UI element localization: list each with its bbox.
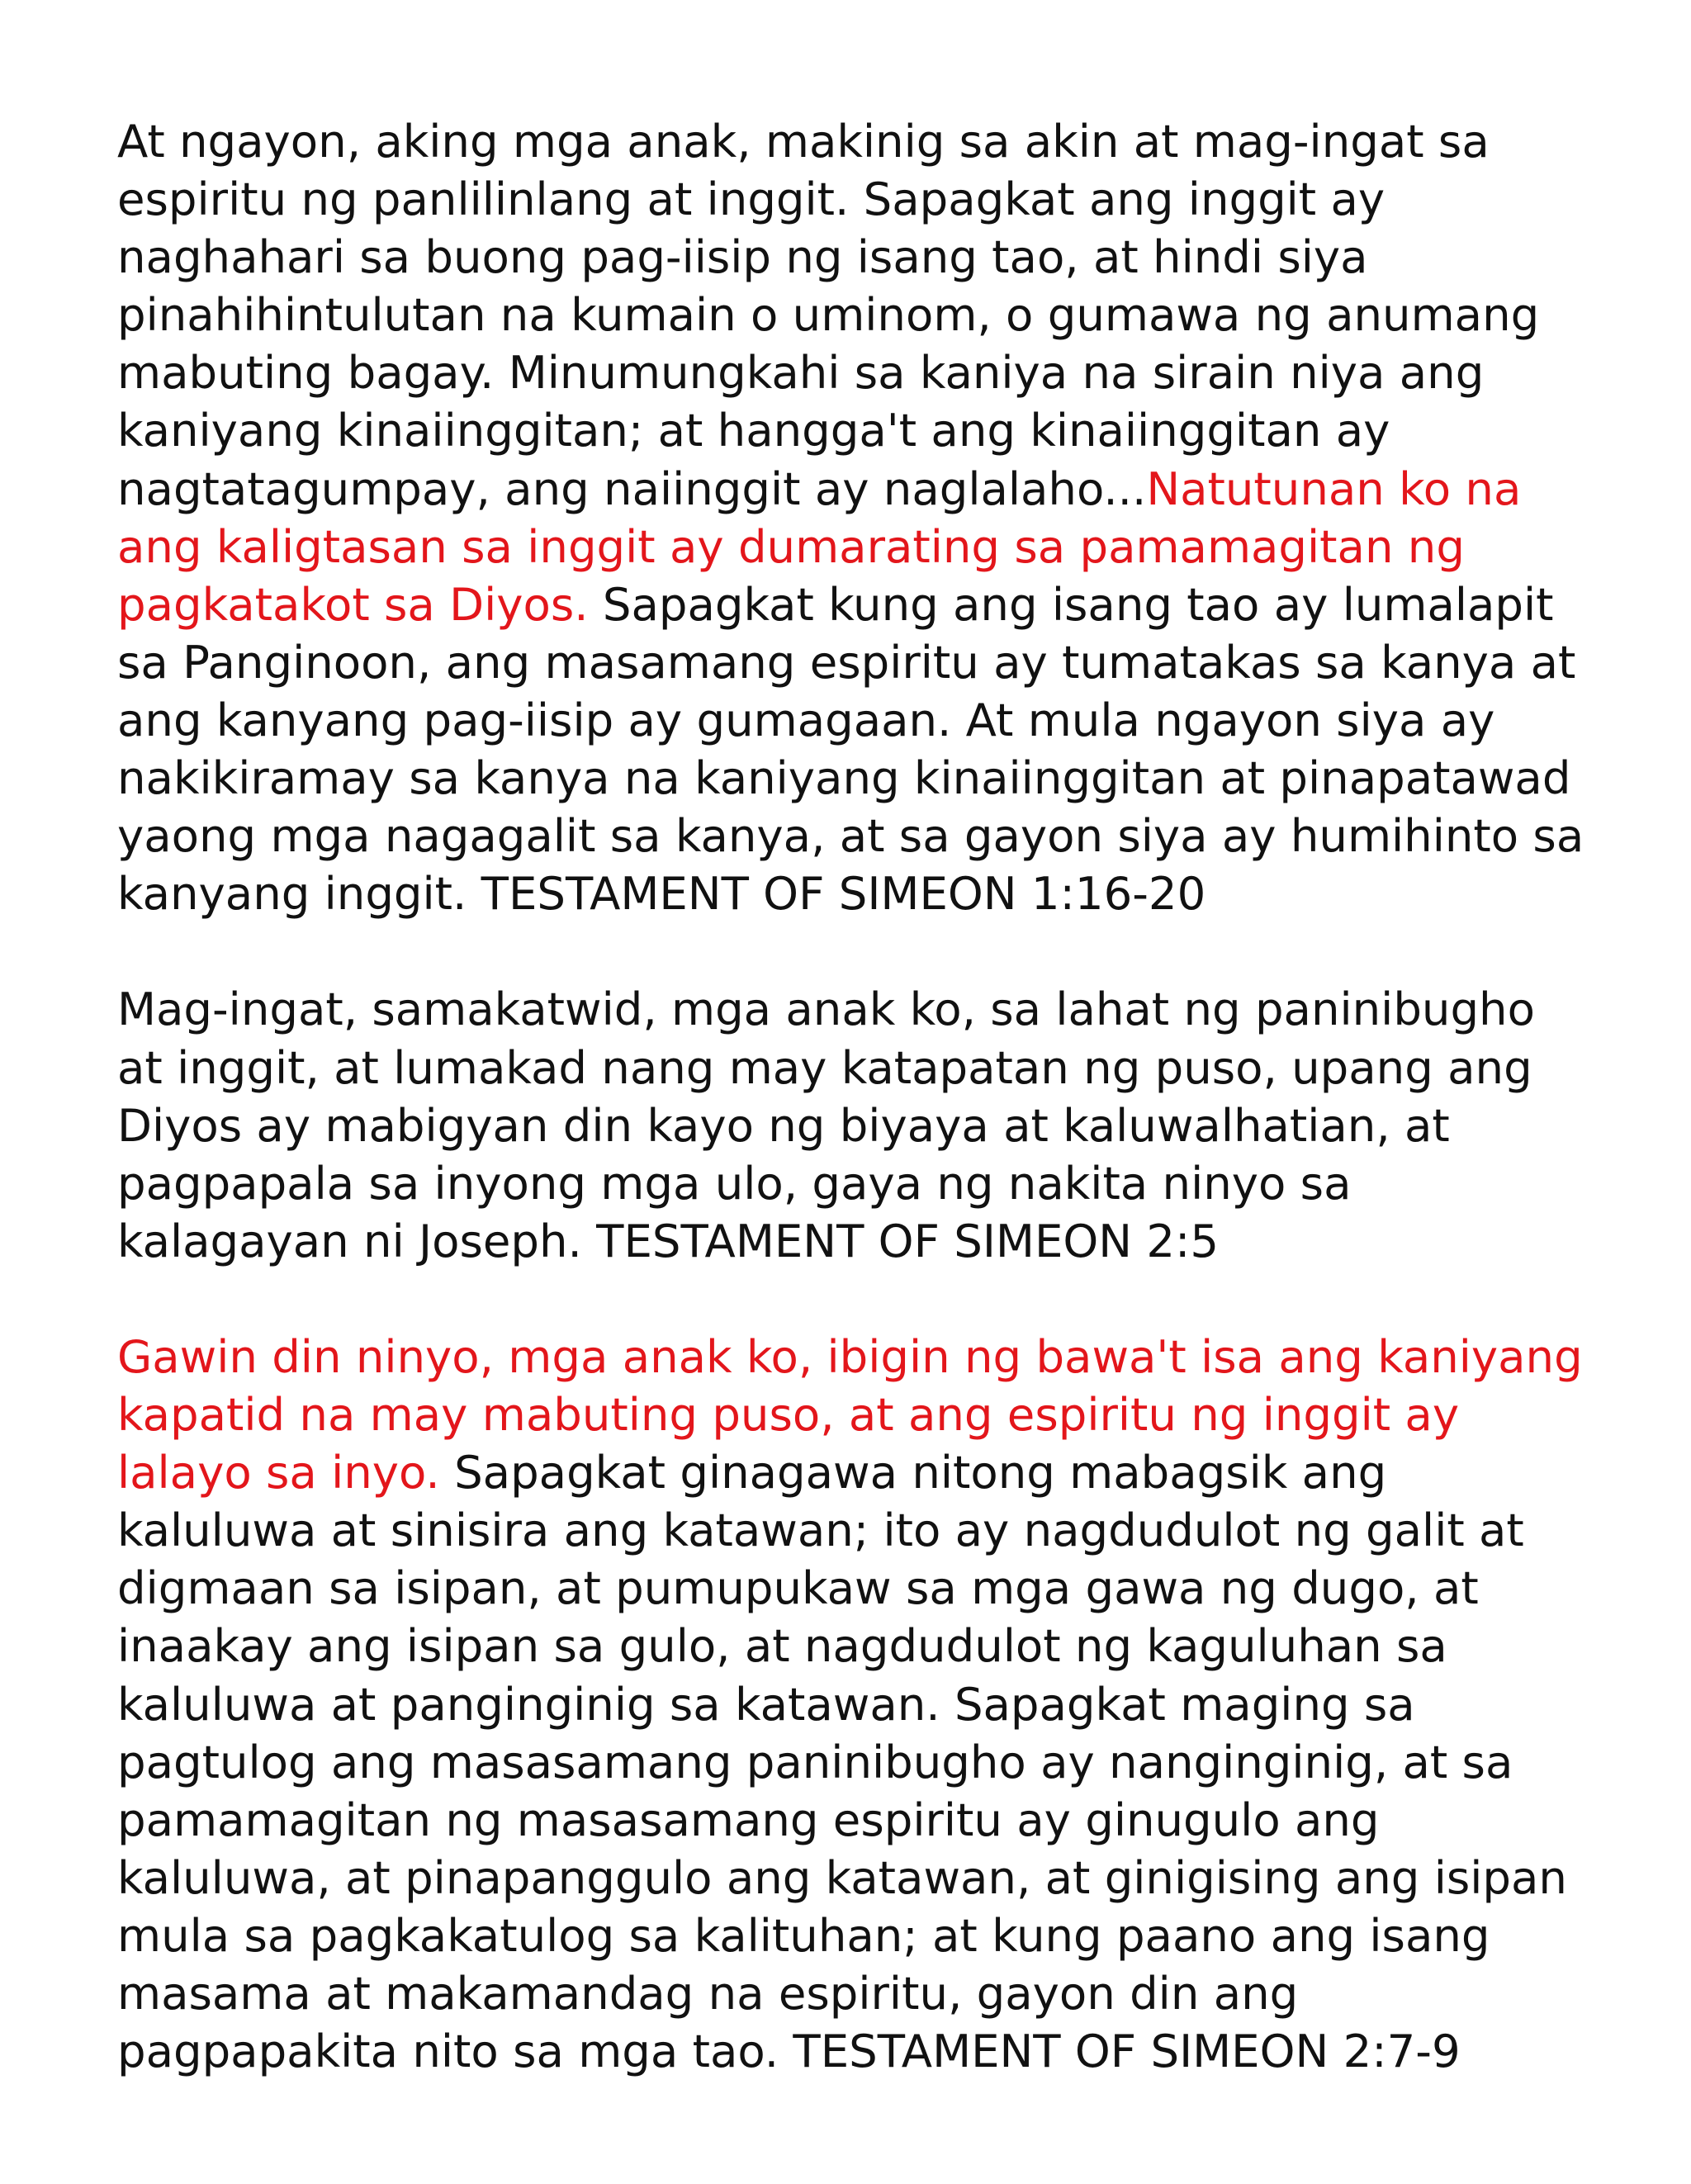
paragraph-text: At ngayon, aking mga anak, makinig sa akin at mag-ingat sa espiritu ng panlilinlang at inggit. Sapagkat ang inggit ay naghahari sa buong pag-iisip ng isang tao, at hindi siya pinahihintulutan na kumain o uminom, o gumawa ng anumang mabuting bagay. Minumungkahi sa kaniya na sirain niya ang kaniyang kinaiinggitan; at hangga't ang kinaiinggitan ay nagtatagumpay, ang naiinggit ay naglalaho... (117, 115, 1540, 515)
highlighted-text: Natutunan ko na ang kaligtasan sa inggit ay dumarating sa pamamagitan ng pagkatakot sa Diyos. (117, 462, 1522, 631)
paragraph-1 (117, 112, 1587, 922)
paragraph-2 (117, 980, 1587, 1269)
paragraph-text: Mag-ingat, samakatwid, mga anak ko, sa lahat ng paninibugho at inggit, at lumakad nang may katapatan ng puso, upang ang Diyos ay mabigyan din kayo ng biyaya at kaluwalhatian, at pagpapala sa inyong mga ulo, gaya ng nakita ninyo sa kalagayan ni Joseph. TESTAMENT OF SIMEON 2:5 (117, 983, 1535, 1267)
highlighted-text: Gawin din ninyo, mga anak ko, ibigin ng bawa't isa ang kaniyang kapatid na may mabuting puso, at ang espiritu ng inggit ay lalayo sa inyo. (117, 1329, 1583, 1499)
paragraph-3 (117, 1328, 1587, 2080)
paragraph-text: Sapagkat kung ang isang tao ay lumalapit sa Panginoon, ang masamang espiritu ay tumatakas sa kanya at ang kanyang pag-iisip ay gumagaan. At mula ngayon siya ay nakikiramay sa kanya na kaniyang kinaiinggitan at pinapatawad yaong mga nagagalit sa kanya, at sa gayon siya ay humihinto sa kanyang inggit. TESTAMENT OF SIMEON 1:16-20 (117, 577, 1584, 921)
document-page (117, 112, 1587, 2138)
paragraph-text: Sapagkat ginagawa nitong mabagsik ang kaluluwa at sinisira ang katawan; ito ay nagdudulot ng galit at digmaan sa isipan, at pumupukaw sa mga gawa ng dugo, at inaakay ang isipan sa gulo, at nagdudulot ng kaguluhan sa kaluluwa at panginginig sa katawan. Sapagkat maging sa pagtulog ang masasamang paninibugho ay nanginginig, at sa pamamagitan ng masasamang espiritu ay ginugulo ang kaluluwa, at pinapanggulo ang katawan, at ginigising ang isipan mula sa pagkakatulog sa kalituhan; at kung paano ang isang masama at makamandag na espiritu, gayon din ang pagpapakita nito sa mga tao. TESTAMENT OF SIMEON 2:7-9 (117, 1446, 1567, 2078)
